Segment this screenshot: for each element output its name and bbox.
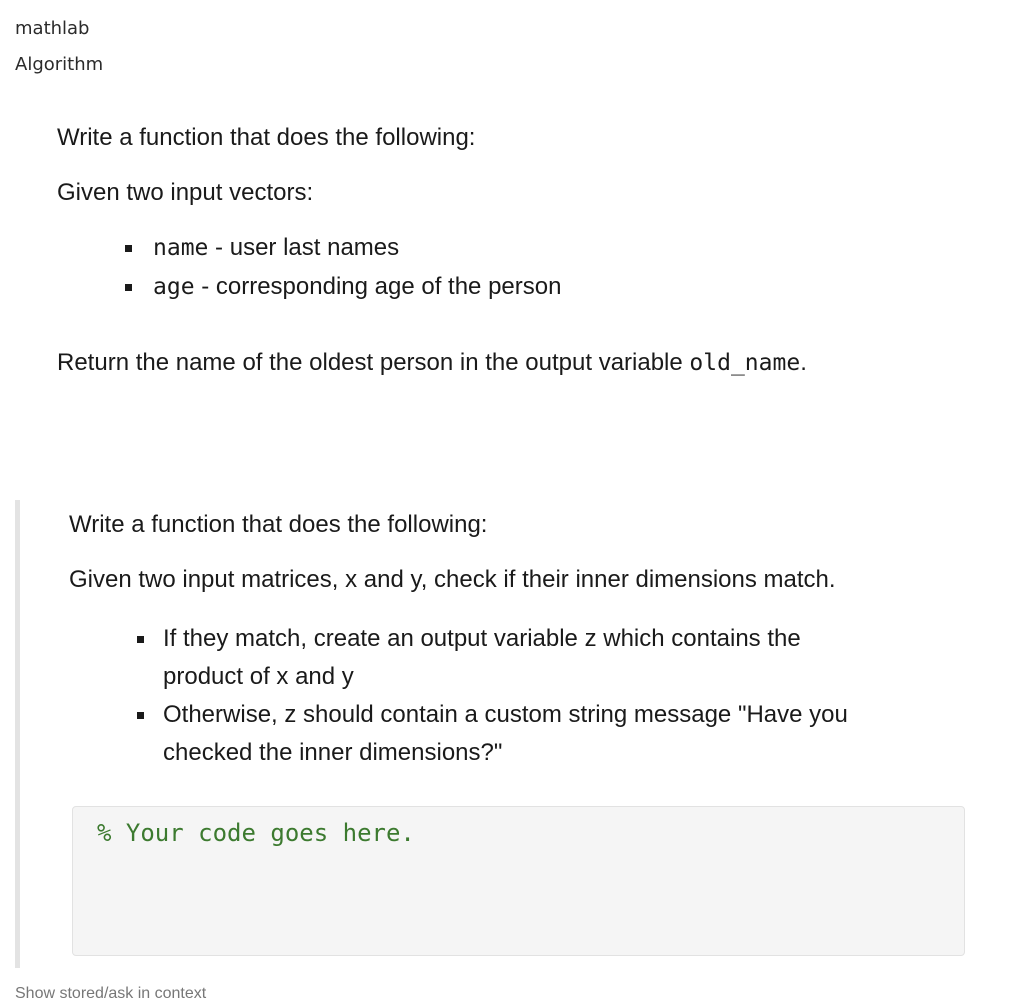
task-2-blockquote [15,500,980,968]
list-item [69,696,863,772]
item-text: should contain a custom string message "Have you checked the inner dimensions?" [163,701,848,766]
task-1-given: Given two input vectors: [57,179,314,206]
var-y: y [410,566,421,593]
var-x: x [276,663,289,690]
code-placeholder-comment[interactable]: % Your code goes here. [97,819,415,847]
bullet-icon [137,712,144,719]
given-text: Given two input matrices, [69,566,346,593]
bullet-icon [125,245,132,252]
task-1-return [57,348,807,378]
var-z: z [584,625,597,652]
var-z: z [284,701,297,728]
task-1-intro: Write a function that does the following: [57,124,476,151]
var-y: y [341,663,354,690]
bullet-icon [125,284,132,291]
list-item [57,272,561,311]
task-2-intro: Write a function that does the following: [69,511,488,538]
list-item [69,620,863,696]
return-period: . [800,349,807,376]
item-text: and [288,663,342,690]
output-variable-name: old_name [689,350,801,376]
bullet-icon [137,636,144,643]
input-variable-name: age [153,274,195,300]
code-editor[interactable] [72,806,965,956]
topic-label: Algorithm [15,54,104,75]
input-description: - corresponding age of the person [194,273,562,300]
return-text: Return the name of the oldest person in the output variable [57,349,690,376]
item-text: which contains the product of [163,625,801,690]
task-2-condition-list [69,620,929,772]
input-description: - user last names [208,234,400,261]
given-and: and [357,566,411,593]
list-item [57,233,561,272]
task-1-input-list [57,233,561,311]
item-text: If they match, create an output variable [163,625,585,652]
item-text: Otherwise, [163,701,285,728]
var-x: x [345,566,358,593]
input-variable-name: name [153,235,209,261]
subject-label: mathlab [15,18,90,39]
footer-partial-text: Show stored/ask in context [15,985,207,1002]
task-2-given [69,565,836,595]
given-suffix: , check if their inner dimensions match. [420,566,836,593]
